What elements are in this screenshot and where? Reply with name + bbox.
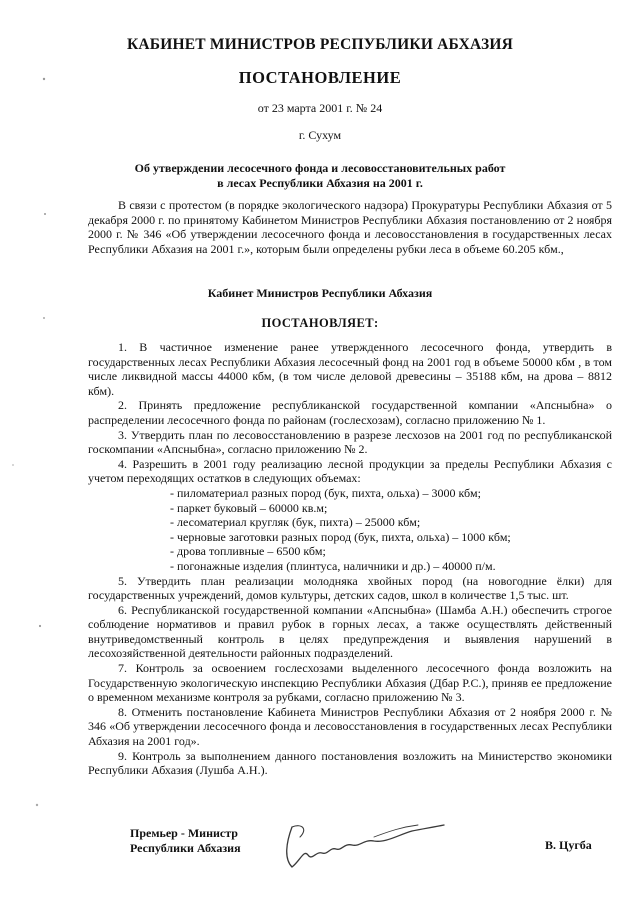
item-9: 9. Контроль за выполнением данного постановления возложить на Министерство экономики Республики Абхазия (Лушба А.Н.). — [88, 748, 612, 778]
item-6: 6. Республиканской государственной компании «Апсныбна» (Шамба А.Н.) обеспечить строгое соблюдение нормативов и правил рубок в горных лесах, а также осуществлять действенный внутриведомственный контроль в целях предупреждения и выявления нарушений в лесохозяйственной деятельности районных подразделений. — [88, 602, 612, 661]
item-7: 7. Контроль за освоением гослесхозами выделенного лесосечного фонда возложить на Государственную экологическую инспекцию Республики Абхазия (Дбар Р.С.), приняв ее предложение о временном механизме контроля за рубками, согласно приложению № 3. — [88, 661, 612, 705]
signatory-position — [130, 826, 241, 856]
signatory-position-line-2: Республики Абхазия — [130, 841, 241, 855]
authority-title: КАБИНЕТ МИНИСТРОВ РЕСПУБЛИКИ АБХАЗИЯ — [126, 36, 514, 53]
signatory-name: В. Цугба — [545, 838, 592, 852]
product-item: - лесоматериал кругляк (бук, пихта) – 25000 кбм; — [170, 515, 612, 530]
product-item: - погонажные изделия (плинтуса, наличники и др.) – 40000 п/м. — [170, 559, 612, 574]
item-5: 5. Утвердить план реализации молодняка хвойных пород (на новогодние ёлки) для государственных учреждений, домов культуры, детских садов, школ в количестве 1,5 тыс. шт. — [88, 573, 612, 603]
subject-line-1: Об утверждении лесосечного фонда и лесовосстановительных работ — [134, 161, 506, 175]
resolution-items — [88, 340, 612, 778]
item-3: 3. Утвердить план по лесовосстановлению в разрезе лесхозов на 2001 год по республиканской госкомпании «Апсныбна», согласно приложению № 2. — [88, 427, 612, 457]
document-type-title: ПОСТАНОВЛЕНИЕ — [238, 68, 402, 87]
item-2: 2. Принять предложение республиканской государственной компании «Апсныбна» о распределении лесосечного фонда по районам (гослесхозам), согласно приложению № 1. — [88, 398, 612, 427]
signatory-position-line-1: Премьер - Министр — [130, 826, 238, 840]
product-volume-list — [88, 486, 612, 574]
intro-text: В связи с протестом (в порядке экологического надзора) Прокуратуры Республики Абхазия от 5 декабря 2000 г. по принятому Кабинетом Министров Республики Абхазия постановлению от 2 ноября 2000 г. № 346 «Об утверждении лесосечного фонда и лесовосстановления в государственных лесах Республики Абхазия на 2001 г.», которым были определены рубки леса в объеме 60.205 кбм., — [88, 198, 612, 256]
item-4: 4. Разрешить в 2001 году реализацию лесной продукции за пределы Республики Абхазия с учетом переходящих остатков в следующих объемах: — [88, 456, 612, 486]
item-8: 8. Отменить постановление Кабинета Министров Республики Абхазия от 2 ноября 2000 г. № 346 «Об утверждении лесосечного фонда и лесовосстановления в государственных лесах Республики Абхазия на 2001 год». — [88, 704, 612, 749]
city-line: г. Сухум — [298, 128, 342, 142]
resolves-heading: ПОСТАНОВЛЯЕТ: — [261, 316, 379, 330]
date-number-line: от 23 марта 2001 г. № 24 — [257, 101, 383, 115]
subject-line-2: в лесах Республики Абхазия на 2001 г. — [217, 176, 423, 190]
product-item: - пиломатериал разных пород (бук, пихта, ольха) – 3000 кбм; — [170, 486, 612, 501]
intro-paragraph — [88, 198, 612, 256]
handwritten-signature — [278, 815, 448, 875]
product-item: - черновые заготовки разных пород (бук, пихта, ольха) – 1000 кбм; — [170, 530, 612, 545]
product-item: - паркет буковый – 60000 кв.м; — [170, 501, 612, 516]
product-item: - дрова топливные – 6500 кбм; — [170, 544, 612, 559]
issuer-heading: Кабинет Министров Республики Абхазия — [207, 286, 433, 300]
subject-heading — [0, 161, 640, 191]
item-1: 1. В частичное изменение ранее утвержденного лесосечного фонда, утвердить в государственных лесах Республики Абхазия лесосечный фонд на 2001 год в объеме 50000 кбм , в том числе ликвидной массы 44000 кбм, (в том числе деловой древесины – 35188 кбм, на дрова – 8812 кбм). — [88, 340, 612, 398]
